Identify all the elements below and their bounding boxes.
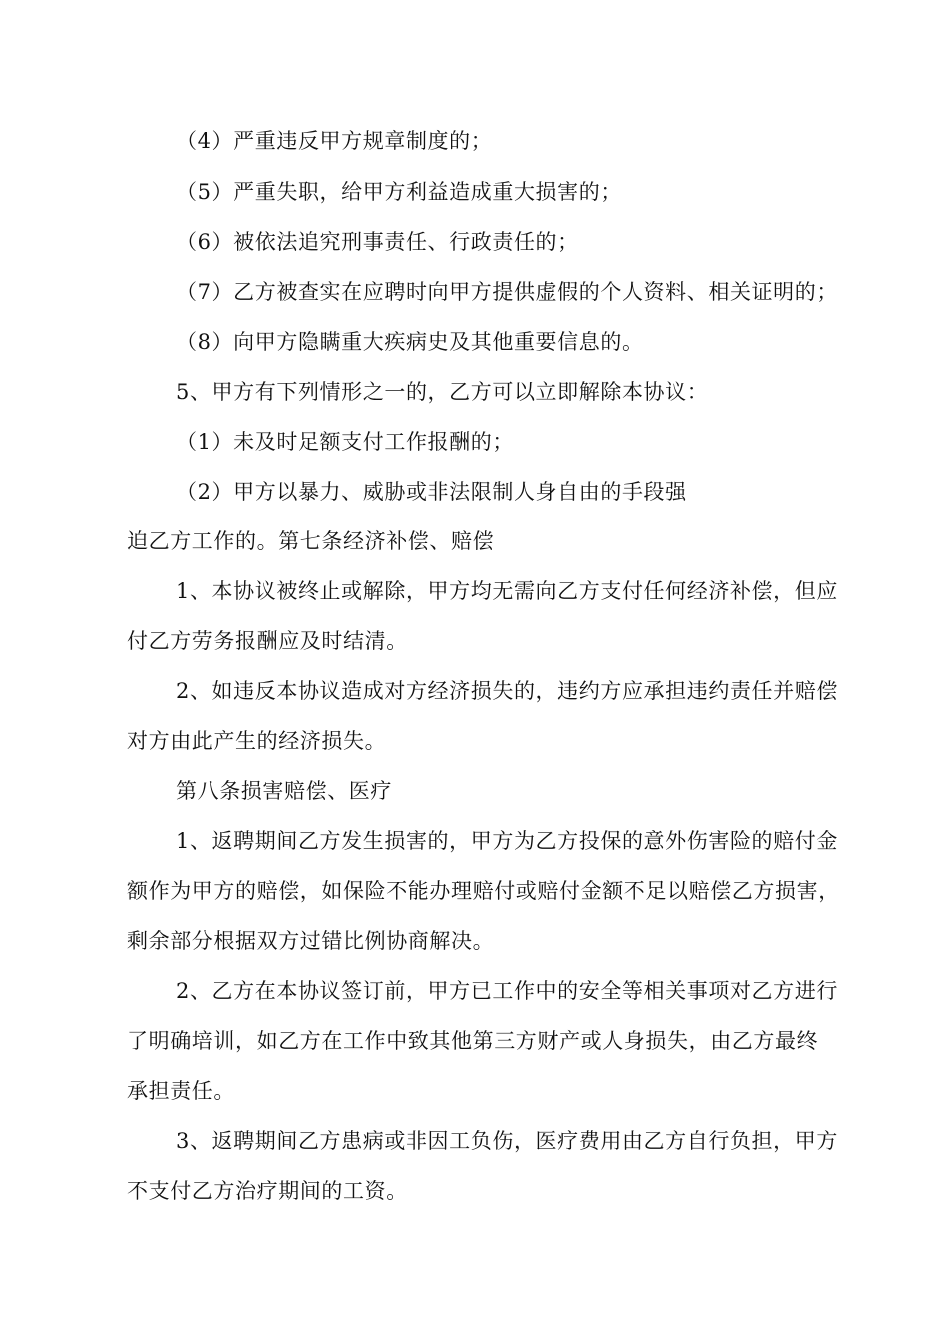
- text-line: 2、如违反本协议造成对方经济损失的，违约方应承担违约责任并赔偿: [176, 679, 838, 703]
- text-line: 3、返聘期间乙方患病或非因工负伤，医疗费用由乙方自行负担，甲方: [176, 1129, 838, 1153]
- text-line: 额作为甲方的赔偿，如保险不能办理赔付或赔付金额不足以赔偿乙方损害，: [127, 879, 840, 903]
- text-line: 付乙方劳务报酬应及时结清。: [127, 629, 408, 653]
- text-line: （2）甲方以暴力、威胁或非法限制人身自由的手段强: [176, 480, 687, 504]
- text-line: 2、乙方在本协议签订前，甲方已工作中的安全等相关事项对乙方进行: [176, 979, 838, 1003]
- text-line: 不支付乙方治疗期间的工资。: [127, 1179, 408, 1203]
- text-line: （5）严重失职，给甲方利益造成重大损害的；: [176, 180, 622, 204]
- text-line: 迫乙方工作的。第七条经济补偿、赔偿: [127, 529, 495, 553]
- text-line: （1）未及时足额支付工作报酬的；: [176, 430, 514, 454]
- text-line: （7）乙方被查实在应聘时向甲方提供虚假的个人资料、相关证明的；: [176, 280, 838, 304]
- text-line: 承担责任。: [127, 1079, 235, 1103]
- text-line: 5、甲方有下列情形之一的，乙方可以立即解除本协议：: [176, 380, 709, 404]
- text-line: 对方由此产生的经济损失。: [127, 729, 387, 753]
- text-line: （6）被依法追究刑事责任、行政责任的；: [176, 230, 579, 254]
- section-heading: 第八条损害赔偿、医疗: [176, 779, 392, 803]
- text-line: 了明确培训，如乙方在工作中致其他第三方财产或人身损失，由乙方最终: [127, 1029, 819, 1053]
- text-line: 1、返聘期间乙方发生损害的，甲方为乙方投保的意外伤害险的赔付金: [176, 829, 838, 853]
- text-line: （4）严重违反甲方规章制度的；: [176, 129, 493, 153]
- text-line: 剩余部分根据双方过错比例协商解决。: [127, 929, 495, 953]
- text-line: 1、本协议被终止或解除，甲方均无需向乙方支付任何经济补偿，但应: [176, 579, 838, 603]
- text-line: （8）向甲方隐瞒重大疾病史及其他重要信息的。: [176, 330, 644, 354]
